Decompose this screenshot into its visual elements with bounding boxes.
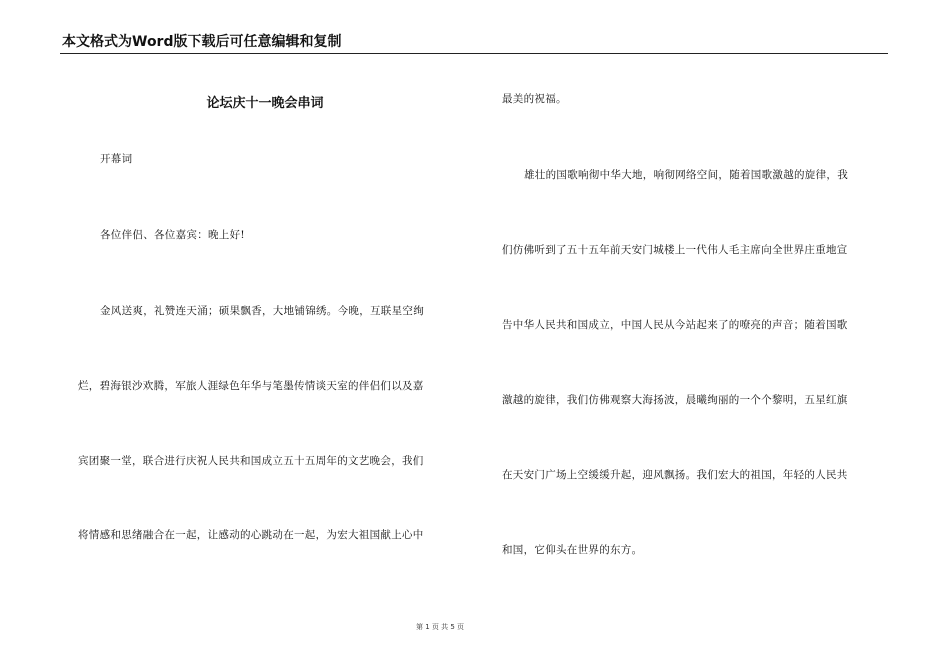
- page-number-footer: 第 1 页 共 5 页: [415, 623, 465, 631]
- document-title: 论坛庆十一晚会串词: [206, 96, 324, 111]
- paragraph-line: 激越的旋律，我们仿佛观察大海扬波，晨曦绚丽的一个个黎明，五星红旗: [502, 394, 848, 406]
- paragraph-line: 在天安门广场上空缓缓升起，迎风飘扬。我们宏大的祖国，年轻的人民共: [502, 469, 848, 481]
- paragraph-line: 开幕词: [100, 153, 133, 165]
- paragraph-line: 烂，碧海银沙欢腾，军旅人涯绿色年华与笔墨传情谈天室的伴侣们以及嘉: [78, 380, 424, 392]
- paragraph-line: 雄壮的国歌响彻中华大地，响彻网络空间，随着国歌激越的旋律，我: [524, 169, 848, 181]
- paragraph-line: 宾团聚一堂，联合进行庆祝人民共和国成立五十五周年的文艺晚会，我们: [78, 455, 424, 467]
- document-banner: 本文格式为Word版下载后可任意编辑和复制: [62, 34, 342, 50]
- paragraph-line: 最美的祝福。: [502, 93, 567, 105]
- paragraph-line: 告中华人民共和国成立，中国人民从今站起来了的嘹亮的声音；随着国歌: [502, 319, 848, 331]
- paragraph-line: 将情感和思绪融合在一起，让感动的心跳动在一起，为宏大祖国献上心中: [78, 529, 424, 541]
- paragraph-line: 各位伴侣、各位嘉宾：晚上好!: [100, 229, 245, 241]
- banner-divider: [60, 53, 888, 54]
- paragraph-line: 金风送爽，礼赞连天涌；硕果飘香，大地铺锦绣。今晚，互联星空绚: [100, 305, 424, 317]
- paragraph-line: 和国，它仰头在世界的东方。: [502, 544, 643, 556]
- paragraph-line: 们仿佛听到了五十五年前天安门城楼上一代伟人毛主席向全世界庄重地宣: [502, 244, 848, 256]
